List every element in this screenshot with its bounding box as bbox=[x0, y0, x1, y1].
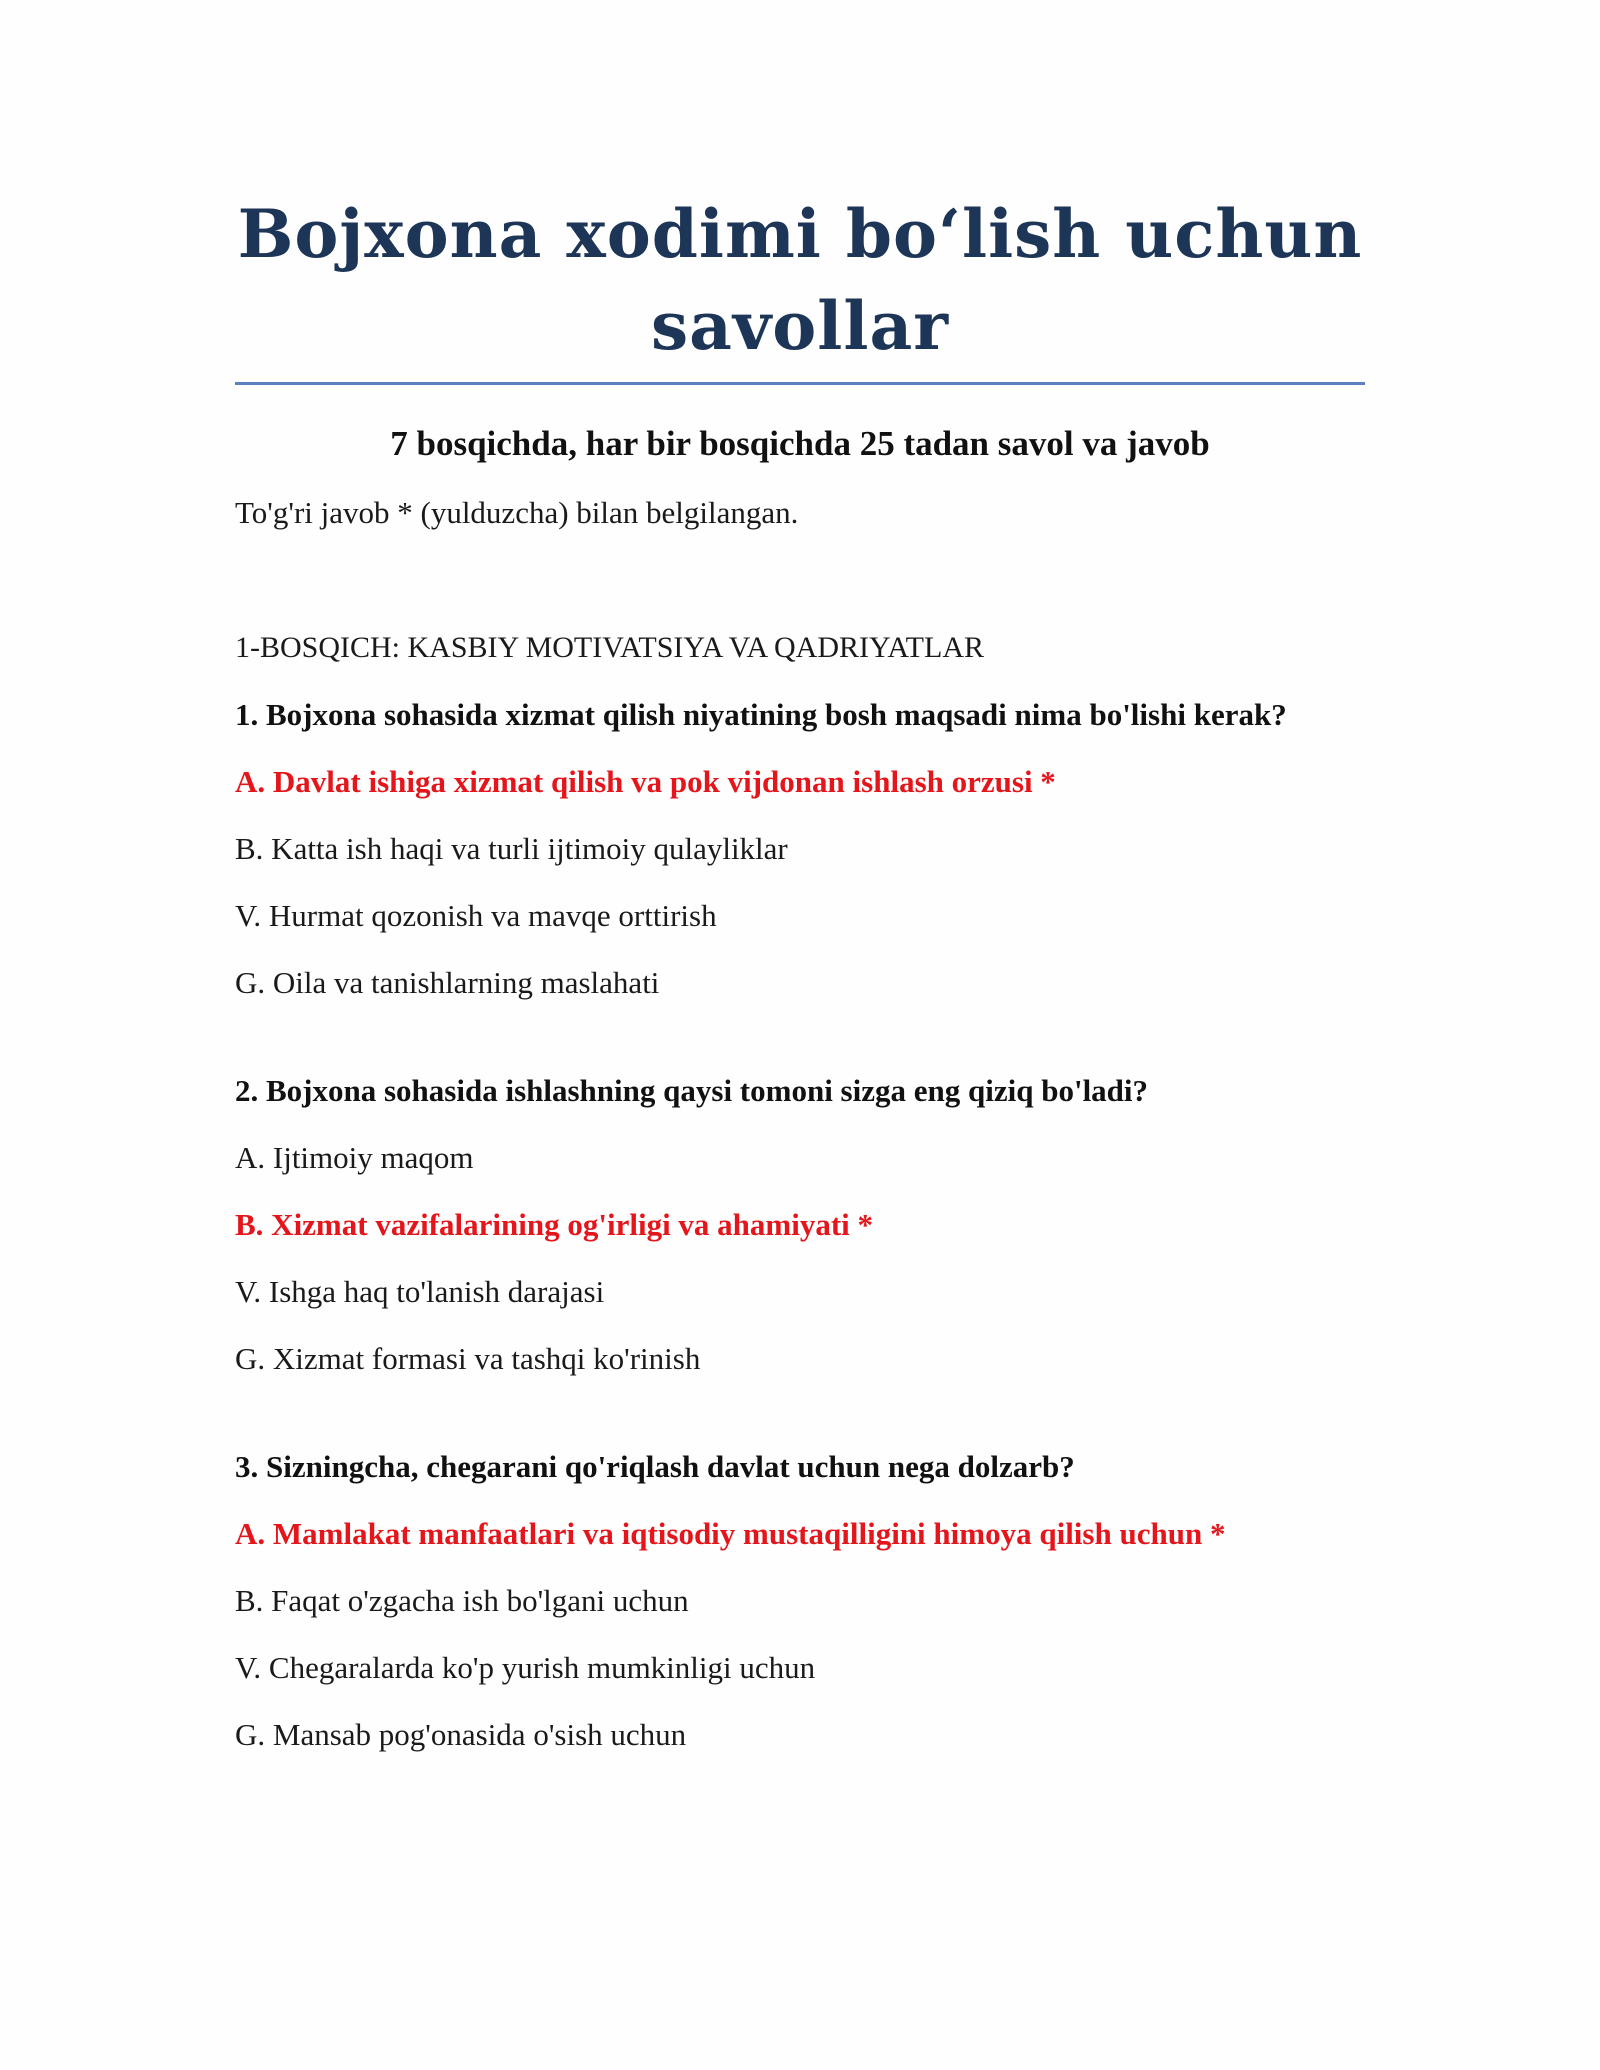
answer-option: V. Hurmat qozonish va mavqe orttirish bbox=[235, 898, 717, 933]
question-block bbox=[235, 1447, 1365, 1755]
answer-option: V. Chegaralarda ko'p yurish mumkinligi uchun bbox=[235, 1650, 816, 1685]
title-line-1: Bojxona xodimi bo‘lish uchun bbox=[237, 195, 1363, 273]
answer-option-correct: A. Davlat ishiga xizmat qilish va pok vijdonan ishlash orzusi * bbox=[235, 764, 1056, 799]
spacer bbox=[235, 1003, 1365, 1044]
spacer bbox=[235, 1379, 1365, 1420]
answer-option: G. Mansab pog'onasida o'sish uchun bbox=[235, 1717, 687, 1752]
subtitle: 7 bosqichda, har bir bosqichda 25 tadan savol va javob bbox=[390, 424, 1210, 463]
question-text: 3. Sizningcha, chegarani qo'riqlash davlat uchun nega dolzarb? bbox=[235, 1449, 1075, 1484]
question-block bbox=[235, 695, 1365, 1003]
question-text: 1. Bojxona sohasida xizmat qilish niyatining bosh maqsadi nima bo'lishi kerak? bbox=[235, 697, 1287, 732]
question-block bbox=[235, 1071, 1365, 1379]
answer-note: To'g'ri javob * (yulduzcha) bilan belgilangan. bbox=[235, 495, 799, 530]
question-text: 2. Bojxona sohasida ishlashning qaysi tomoni sizga eng qiziq bo'ladi? bbox=[235, 1073, 1149, 1108]
answer-option: G. Oila va tanishlarning maslahati bbox=[235, 965, 660, 1000]
title-divider bbox=[235, 382, 1365, 385]
answer-option: G. Xizmat formasi va tashqi ko'rinish bbox=[235, 1341, 701, 1376]
answer-option-correct: B. Xizmat vazifalarining og'irligi va ahamiyati * bbox=[235, 1207, 874, 1242]
answer-option: A. Ijtimoiy maqom bbox=[235, 1140, 474, 1175]
document-content bbox=[235, 188, 1365, 1755]
answer-option: B. Katta ish haqi va turli ijtimoiy qulayliklar bbox=[235, 831, 788, 866]
answer-option: V. Ishga haq to'lanish darajasi bbox=[235, 1274, 605, 1309]
stage-heading: 1-BOSQICH: KASBIY MOTIVATSIYA VA QADRIYATLAR bbox=[235, 631, 984, 664]
answer-option-correct: A. Mamlakat manfaatlari va iqtisodiy mustaqilligini himoya qilish uchun * bbox=[235, 1516, 1226, 1551]
answer-option: B. Faqat o'zgacha ish bo'lgani uchun bbox=[235, 1583, 689, 1618]
page-title bbox=[235, 188, 1365, 372]
title-line-2: savollar bbox=[651, 287, 949, 365]
